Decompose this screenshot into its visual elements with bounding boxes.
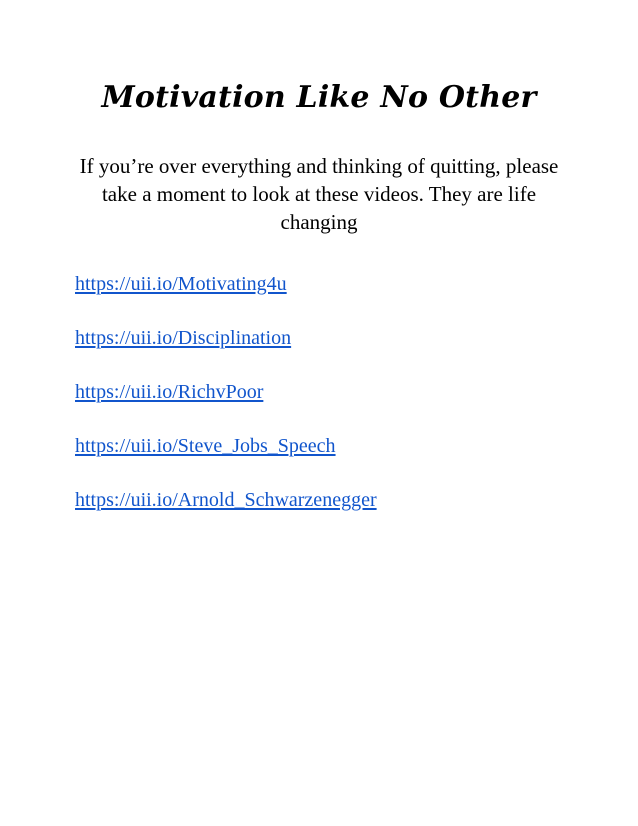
video-link-list bbox=[75, 270, 615, 540]
list-item bbox=[75, 270, 615, 324]
video-link-disciplination[interactable]: https://uii.io/Disciplination bbox=[75, 327, 292, 349]
intro-paragraph: If you’re over everything and thinking of quitting, please take a moment to look at these videos. They are life changing bbox=[79, 154, 559, 234]
document-title: Motivation Like No Other bbox=[101, 80, 537, 115]
video-link-richvpoor[interactable]: https://uii.io/RichvPoor bbox=[75, 381, 264, 403]
list-item bbox=[75, 432, 615, 486]
video-link-steve-jobs-speech[interactable]: https://uii.io/Steve_Jobs_Speech bbox=[75, 435, 336, 457]
list-item bbox=[75, 378, 615, 432]
list-item bbox=[75, 324, 615, 378]
video-link-arnold-schwarzenegger[interactable]: https://uii.io/Arnold_Schwarzenegger bbox=[75, 489, 377, 511]
list-item bbox=[75, 486, 615, 540]
video-link-motivating4u[interactable]: https://uii.io/Motivating4u bbox=[75, 273, 287, 295]
